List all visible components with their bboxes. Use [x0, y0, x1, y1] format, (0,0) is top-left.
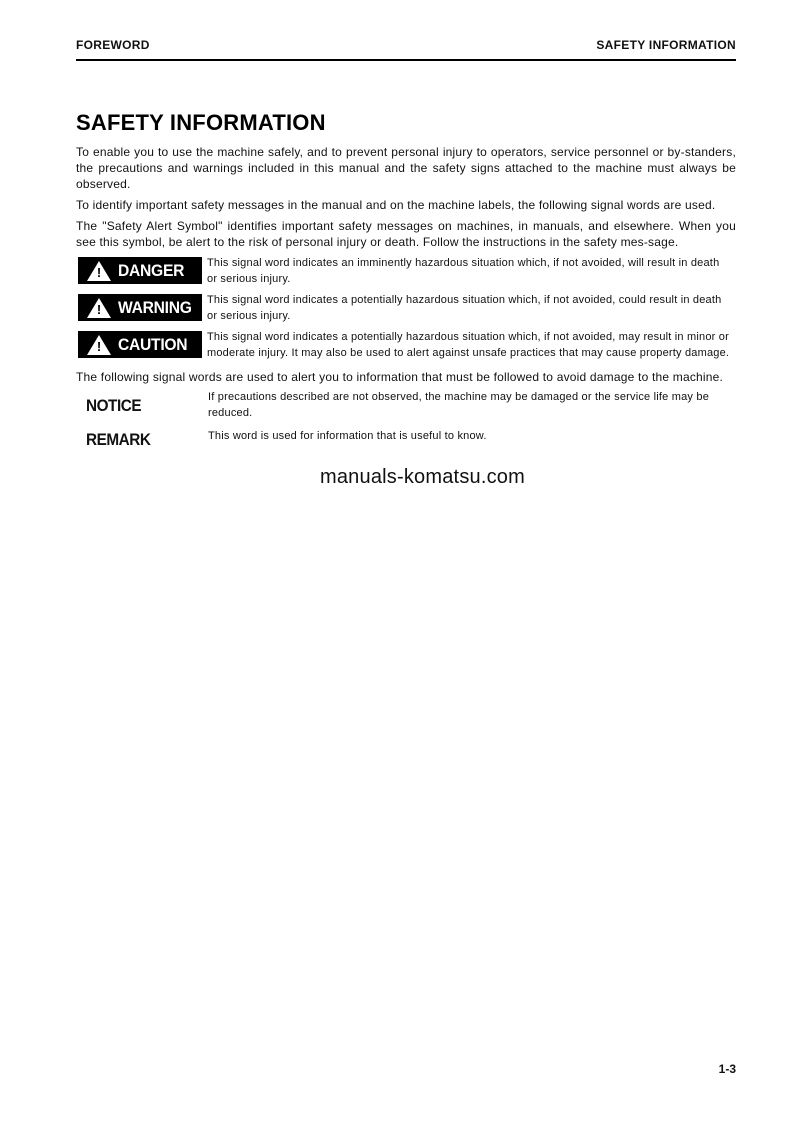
- signal-row-danger: [76, 256, 736, 287]
- warning-triangle-icon: !: [87, 261, 111, 281]
- remark-row: [76, 429, 736, 450]
- notice-word-list: [76, 390, 736, 450]
- warning-badge: [78, 294, 202, 321]
- notice-row: [76, 390, 736, 421]
- signal-description: This signal word indicates an imminently hazardous situation which, if not avoided, will result in death or serious injury.: [207, 257, 720, 285]
- page-title: SAFETY INFORMATION: [76, 110, 326, 135]
- signal-description: This signal word indicates a potentially hazardous situation which, if not avoided, could result in death or serious injury.: [207, 294, 722, 322]
- header-chapter-label: SAFETY INFORMATION: [596, 38, 736, 52]
- intro-paragraph-2: To identify important safety messages in the manual and on the machine labels, the following signal words are used.: [76, 198, 716, 212]
- signal-row-caution: [76, 330, 736, 361]
- danger-badge: [78, 257, 202, 284]
- page-header: [76, 38, 736, 61]
- signal-row-warning: [76, 293, 736, 324]
- signal-word: WARNING: [118, 297, 192, 317]
- notice-description: If precautions described are not observed, the machine may be damaged or the service life may be reduced.: [208, 391, 710, 419]
- intro-paragraph-1: To enable you to use the machine safely, and to prevent personal injury to operators, service personnel or by-standers, the precautions and warnings included in this manual and the safety signs attached to the machine must always be observed.: [76, 145, 736, 191]
- signal-word: DANGER: [118, 260, 185, 280]
- intro-paragraph-3: The "Safety Alert Symbol" identifies important safety messages on machines, in manuals, and elsewhere. When you see this symbol, be alert to the risk of personal injury or death. Follow the instructions in the safety mes-sage.: [76, 219, 736, 249]
- remark-description: This word is used for information that is useful to know.: [208, 430, 487, 442]
- watermark: manuals-komatsu.com: [320, 466, 525, 488]
- page-number: 1-3: [718, 1062, 736, 1076]
- caution-badge: [78, 331, 202, 358]
- notice-intro-paragraph: The following signal words are used to alert you to information that must be followed to avoid damage to the machine.: [76, 370, 724, 384]
- notice-word: NOTICE: [86, 396, 142, 415]
- signal-word-list: [76, 256, 736, 361]
- header-section-label: FOREWORD: [76, 38, 150, 52]
- signal-description: This signal word indicates a potentially hazardous situation which, if not avoided, may result in minor or moderate injury. It may also be used to alert against unsafe practices that may cause property damage.: [207, 331, 730, 359]
- main-content: [76, 110, 736, 458]
- signal-word: CAUTION: [118, 334, 188, 354]
- warning-triangle-icon: !: [87, 335, 111, 355]
- remark-word: REMARK: [86, 430, 151, 449]
- warning-triangle-icon: !: [87, 298, 111, 318]
